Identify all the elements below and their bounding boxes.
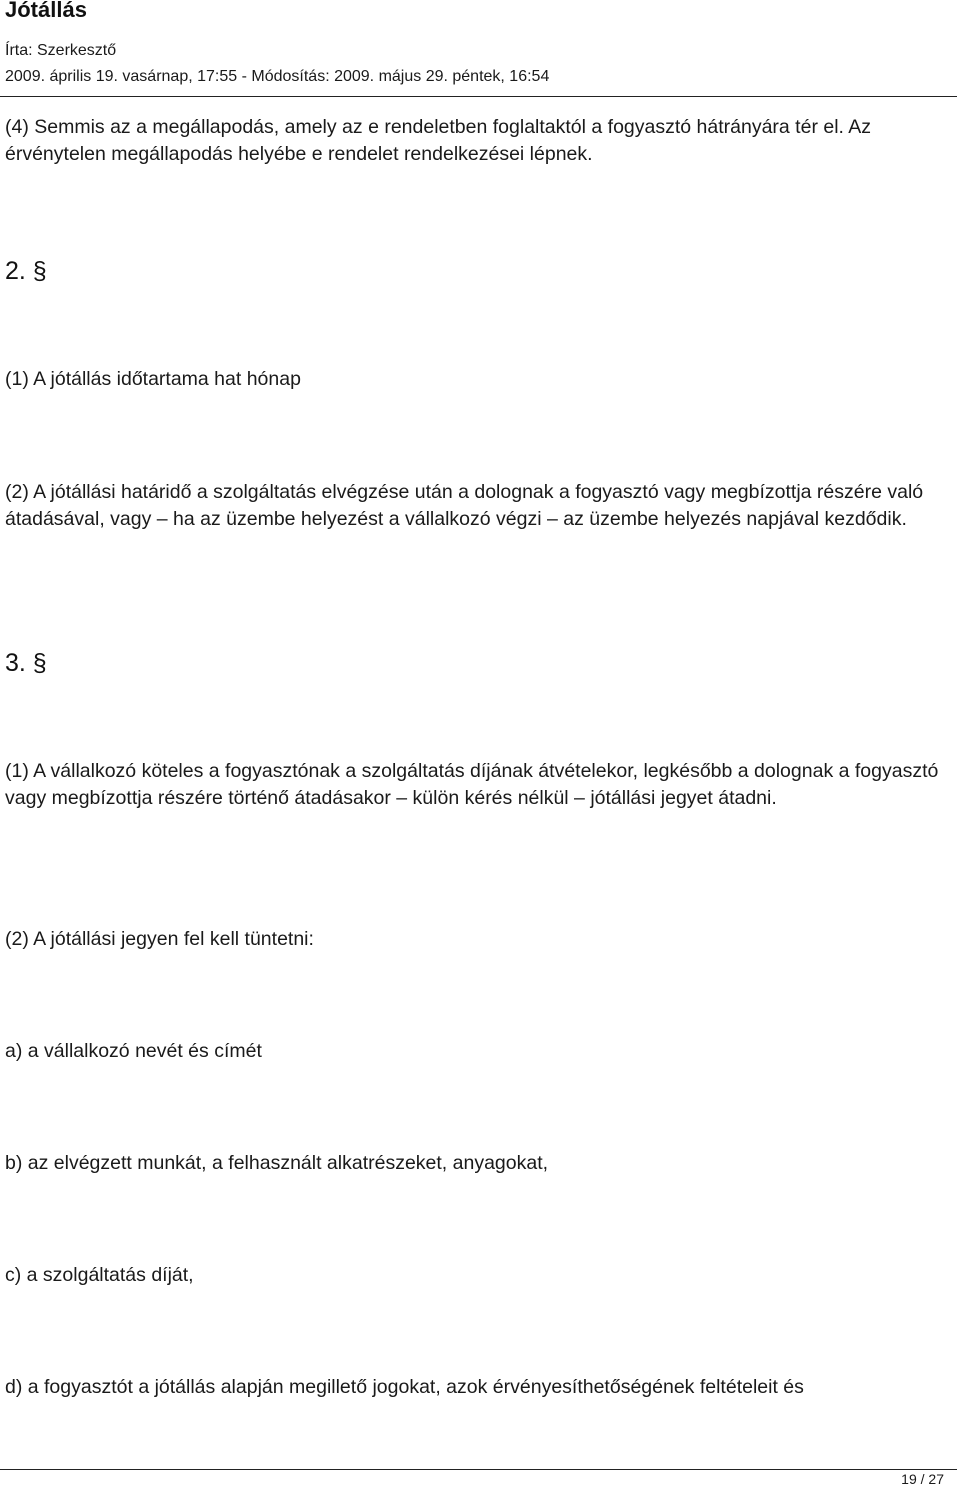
section-heading-3: 3. § — [5, 649, 47, 677]
paragraph-3-1: (1) A vállalkozó köteles a fogyasztónak a szolgáltatás díjának átvételekor, legkésőbb a dolognak a fogyasztó vagy megbízottja részére történő átadásakor – külön kérés nélkül – jótállási jegyet átadni. — [5, 760, 939, 809]
header-divider — [0, 96, 957, 97]
list-item-d: d) a fogyasztót a jótállás alapján megillető jogokat, azok érvényesíthetőségének feltételeit és — [5, 1376, 804, 1398]
author-line: Írta: Szerkesztő — [5, 42, 117, 59]
paragraph-2-2: (2) A jótállási határidő a szolgáltatás elvégzése után a dolognak a fogyasztó vagy megbízottja részére való átadásával, vagy – ha az üzembe helyezést a vállalkozó végzi – az üzembe helyezés napjával kezdődik. — [5, 481, 924, 530]
paragraph-3-2: (2) A jótállási jegyen fel kell tüntetni: — [5, 928, 314, 950]
paragraph-2-1: (1) A jótállás időtartama hat hónap — [5, 368, 301, 390]
section-heading-2: 2. § — [5, 257, 47, 285]
footer-divider — [0, 1469, 957, 1470]
paragraph-1-4: (4) Semmis az a megállapodás, amely az e rendeletben foglaltaktól a fogyasztó hátrányára tér el. Az érvénytelen megállapodás helyébe e rendelet rendelkezései lépnek. — [5, 116, 872, 165]
list-item-b: b) az elvégzett munkát, a felhasznált alkatrészeket, anyagokat, — [5, 1152, 549, 1174]
list-item-c: c) a szolgáltatás díját, — [5, 1264, 194, 1286]
date-line: 2009. április 19. vasárnap, 17:55 - Módosítás: 2009. május 29. péntek, 16:54 — [5, 68, 550, 85]
page-number: 19 / 27 — [901, 1471, 944, 1487]
page-title: Jótállás — [5, 0, 87, 22]
list-item-a: a) a vállalkozó nevét és címét — [5, 1040, 262, 1062]
